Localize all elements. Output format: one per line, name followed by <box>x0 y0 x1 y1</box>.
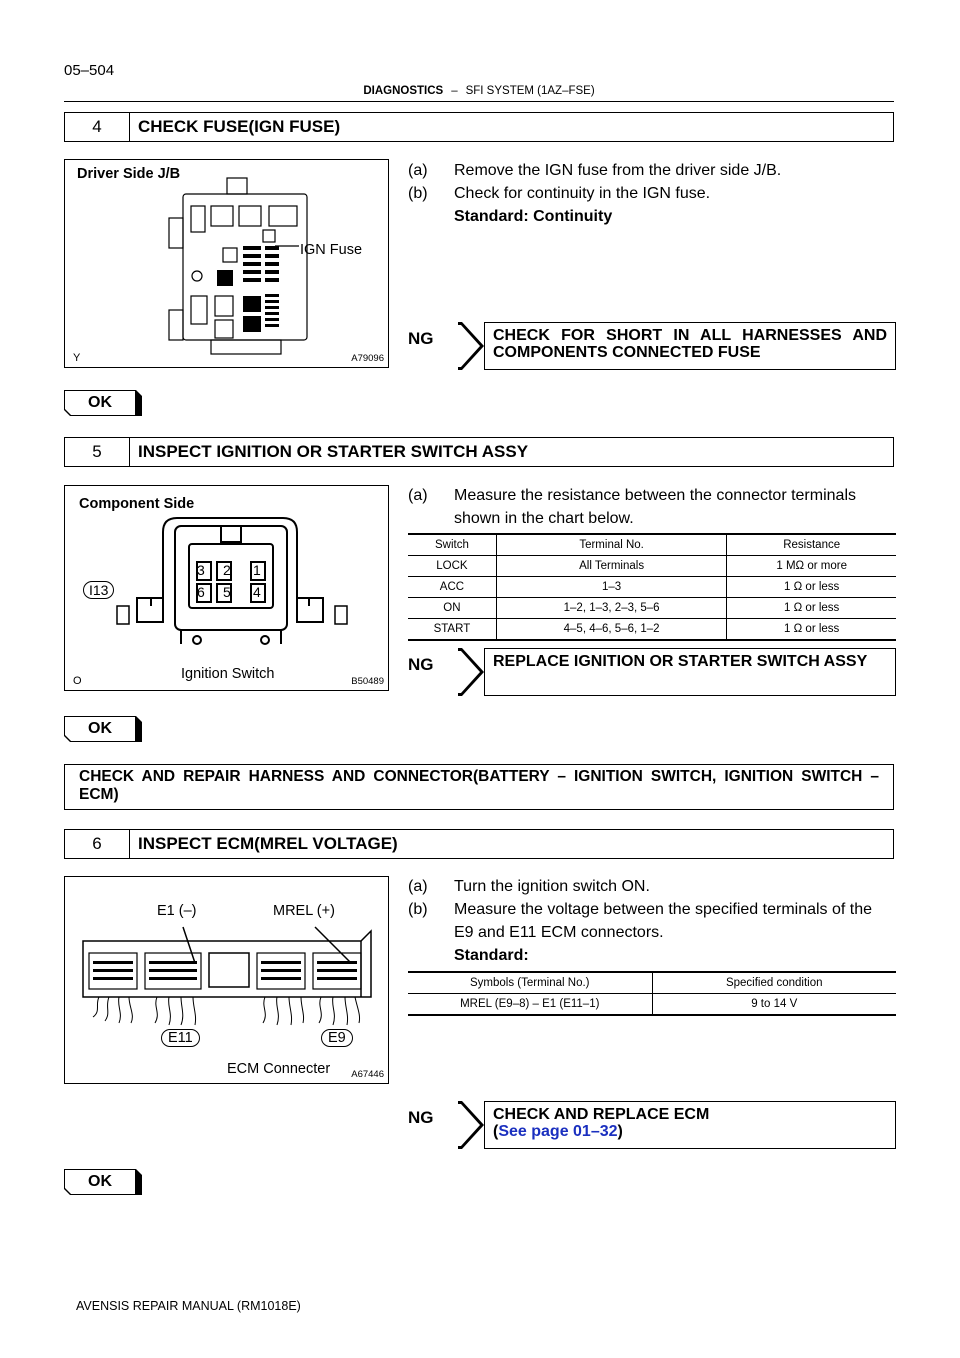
step-6-bar <box>64 829 894 859</box>
instruction-b: (b) Check for continuity in the IGN fuse. <box>408 185 711 202</box>
pin-1: 1 <box>253 562 261 578</box>
pin-5: 5 <box>223 584 231 600</box>
step-4-instructions <box>408 159 896 228</box>
step-4-figure <box>64 159 389 368</box>
instruction-a: (a) Turn the ignition switch ON. <box>408 878 650 895</box>
header-section: DIAGNOSTICS <box>363 85 444 97</box>
ng-action-box <box>484 1101 896 1149</box>
step-6-instructions <box>408 875 896 967</box>
ng-arrow-icon <box>458 1101 484 1149</box>
ng-label: NG <box>408 1108 434 1127</box>
ng-action-text: CHECK AND REPLACE ECM <box>493 1106 710 1123</box>
header-dash: – <box>451 85 458 97</box>
table-row: MREL (E9–8) – E1 (E11–1) 9 to 14 V <box>408 994 896 1016</box>
step-4-title: CHECK FUSE(IGN FUSE) <box>138 117 341 136</box>
e1-label: E1 (–) <box>157 903 197 919</box>
jb-label: Driver Side J/B <box>77 166 181 182</box>
ok-label: OK <box>88 1173 112 1190</box>
figure-code: B50489 <box>351 676 384 687</box>
ignition-switch-label: Ignition Switch <box>181 666 275 682</box>
resistance-table <box>408 533 896 641</box>
step-4-number: 4 <box>65 113 130 141</box>
e11-label: E11 <box>161 1029 200 1047</box>
ng-arrow-icon <box>458 322 484 370</box>
step-5-instructions <box>408 484 896 530</box>
header-subsection: SFI SYSTEM (1AZ–FSE) <box>465 85 595 97</box>
ok-tag <box>64 716 142 742</box>
ok-tag <box>64 1169 142 1195</box>
step-5-figure <box>64 485 389 691</box>
ok-label: OK <box>88 394 112 411</box>
step-5-title: INSPECT IGNITION OR STARTER SWITCH ASSY <box>138 442 529 461</box>
figure-mark: O <box>73 675 82 687</box>
step-4-bar <box>64 112 894 142</box>
ok-tag <box>64 390 142 416</box>
figure-code: A79096 <box>351 353 384 364</box>
page-number: 05–504 <box>64 62 115 79</box>
pin-2: 2 <box>223 562 231 578</box>
step-6-number: 6 <box>65 830 130 858</box>
standard-text: Standard: Continuity <box>454 208 613 225</box>
voltage-table <box>408 971 896 1016</box>
pin-6: 6 <box>197 584 205 600</box>
pin-3: 3 <box>197 562 205 578</box>
see-page-link[interactable]: See page 01–32 <box>498 1123 618 1140</box>
ok-label: OK <box>88 720 112 737</box>
mrel-label: MREL (+) <box>273 903 335 919</box>
step-6-title: INSPECT ECM(MREL VOLTAGE) <box>138 834 398 853</box>
ecm-connector-label: ECM Connecter <box>227 1061 331 1077</box>
step-5-bar <box>64 437 894 467</box>
ng-arrow-icon <box>458 648 484 696</box>
junction-block-drawing <box>65 160 387 366</box>
e9-label: E9 <box>321 1029 353 1047</box>
header-rule <box>64 101 894 102</box>
figure-mark: Y <box>73 352 81 364</box>
ng-action-box: REPLACE IGNITION OR STARTER SWITCH ASSY <box>484 648 896 696</box>
table-row: START 4–5, 4–6, 5–6, 1–2 1 Ω or less <box>408 619 896 641</box>
connector-id-label: I13 <box>83 581 114 599</box>
page-header <box>64 85 894 97</box>
ign-fuse-label: IGN Fuse <box>300 242 363 258</box>
component-side-label: Component Side <box>79 496 195 512</box>
step-5-number: 5 <box>65 438 130 466</box>
ng-label: NG <box>408 655 434 674</box>
pin-4: 4 <box>253 584 261 600</box>
ng-see-page: (See page 01–32) <box>493 1123 623 1140</box>
instruction-b: (b) Measure the voltage between the specified terminals of the E9 and E11 ECM connectors. <box>408 901 873 941</box>
page-footer: AVENSIS REPAIR MANUAL (RM1018E) <box>76 1299 301 1313</box>
table-row: ON 1–2, 1–3, 2–3, 5–6 1 Ω or less <box>408 598 896 619</box>
ng-action-box: CHECK FOR SHORT IN ALL HARNESSES AND COMPONENTS CONNECTED FUSE <box>484 322 896 370</box>
instruction-a: (a) Measure the resistance between the connector terminals shown in the chart below. <box>408 487 856 527</box>
ecm-connector-drawing <box>65 877 387 1083</box>
instruction-a: (a) Remove the IGN fuse from the driver side J/B. <box>408 162 782 179</box>
table-header-row: Symbols (Terminal No.) Specified condition <box>408 972 896 994</box>
standard-text: Standard: <box>454 947 529 964</box>
table-row: LOCK All Terminals 1 MΩ or more <box>408 556 896 577</box>
repair-harness-bar: CHECK AND REPAIR HARNESS AND CONNECTOR(BATTERY – IGNITION SWITCH, IGNITION SWITCH – ECM) <box>64 764 894 810</box>
ng-label: NG <box>408 329 434 348</box>
step-6-figure <box>64 876 389 1084</box>
table-header-row: Switch Terminal No. Resistance <box>408 534 896 556</box>
figure-code: A67446 <box>351 1069 384 1080</box>
table-row: ACC 1–3 1 Ω or less <box>408 577 896 598</box>
